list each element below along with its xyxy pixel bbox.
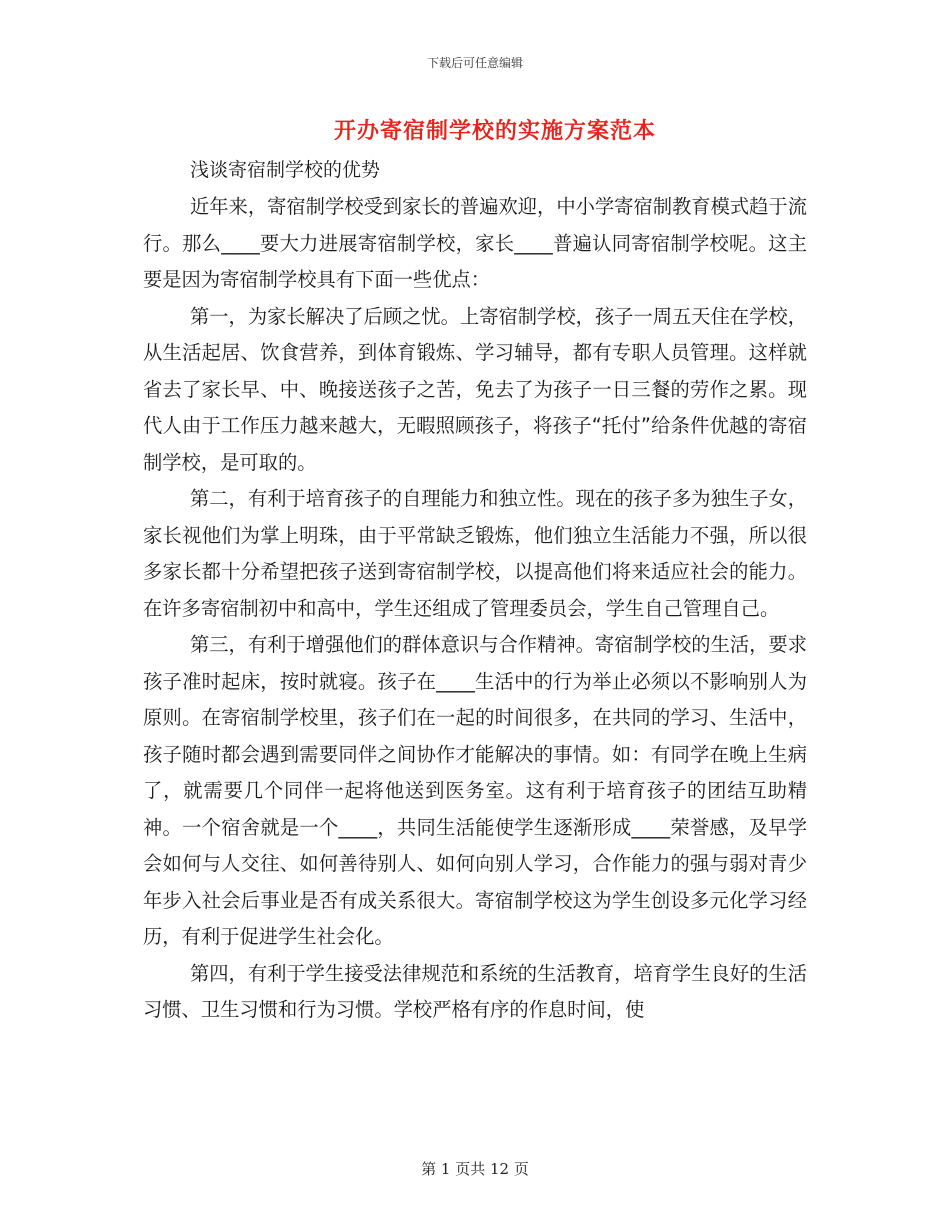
paragraph-third: 第三，有利于增强他们的群体意识与合作精神。寄宿制学校的生活，要求孩子准时起床，按时就寝。孩子在____生活中的行为举止必须以不影响别人为原则。在寄宿制学校里，孩子们在一起的时间很多，在共同的学习、生活中，孩子随时都会遇到需要同伴之间协作才能解决的事情。如：有同学在晚上生病了，就需要几个同伴一起将他送到医务室。这有利于培育孩子的团结互助精神。一个宿舍就是一个____，共同生活能使学生逐渐形成____荣誉感，及早学会如何与人交往、如何善待别人、如何向别人学习，合作能力的强与弱对青少年步入社会后事业是否有成关系很大。寄宿制学校这为学生创设多元化学习经历，有利于促进学生社会化。 (143, 633, 807, 948)
document-title: 开办寄宿制学校的实施方案范本 (333, 119, 656, 144)
document-body (143, 189, 807, 1029)
page-number-footer: 第 1 页共 12 页 (421, 1160, 529, 1178)
paragraph-intro: 近年来，寄宿制学校受到家长的普遍欢迎，中小学寄宿制教育模式趋于流行。那么____要大力进展寄宿制学校，家长____普遍认同寄宿制学校呢。这主要是因为寄宿制学校具有下面一些优点： (143, 195, 807, 291)
paragraph-second: 第二，有利于培育孩子的自理能力和独立性。现在的孩子多为独生子女，家长视他们为掌上明珠，由于平常缺乏锻炼，他们独立生活能力不强，所以很多家长都十分希望把孩子送到寄宿制学校，以提高他们将来适应社会的能力。在许多寄宿制初中和高中，学生还组成了管理委员会，学生自己管理自己。 (143, 487, 807, 620)
document-subtitle: 浅谈寄宿制学校的优势 (190, 159, 381, 181)
paragraph-first: 第一，为家长解决了后顾之忧。上寄宿制学校，孩子一周五天住在学校，从生活起居、饮食营养，到体育锻炼、学习辅导，都有专职人员管理。这样就省去了家长早、中、晚接送孩子之苦，免去了为孩子一日三餐的劳作之累。现代人由于工作压力越来越大，无暇照顾孩子，将孩子“托付”给条件优越的寄宿制学校，是可取的。 (143, 304, 807, 474)
paragraph-fourth: 第四，有利于学生接受法律规范和系统的生活教育，培育学生良好的生活习惯、卫生习惯和行为习惯。学校严格有序的作息时间，使 (143, 961, 807, 1021)
page-header-note: 下载后可任意编辑 (426, 56, 523, 70)
